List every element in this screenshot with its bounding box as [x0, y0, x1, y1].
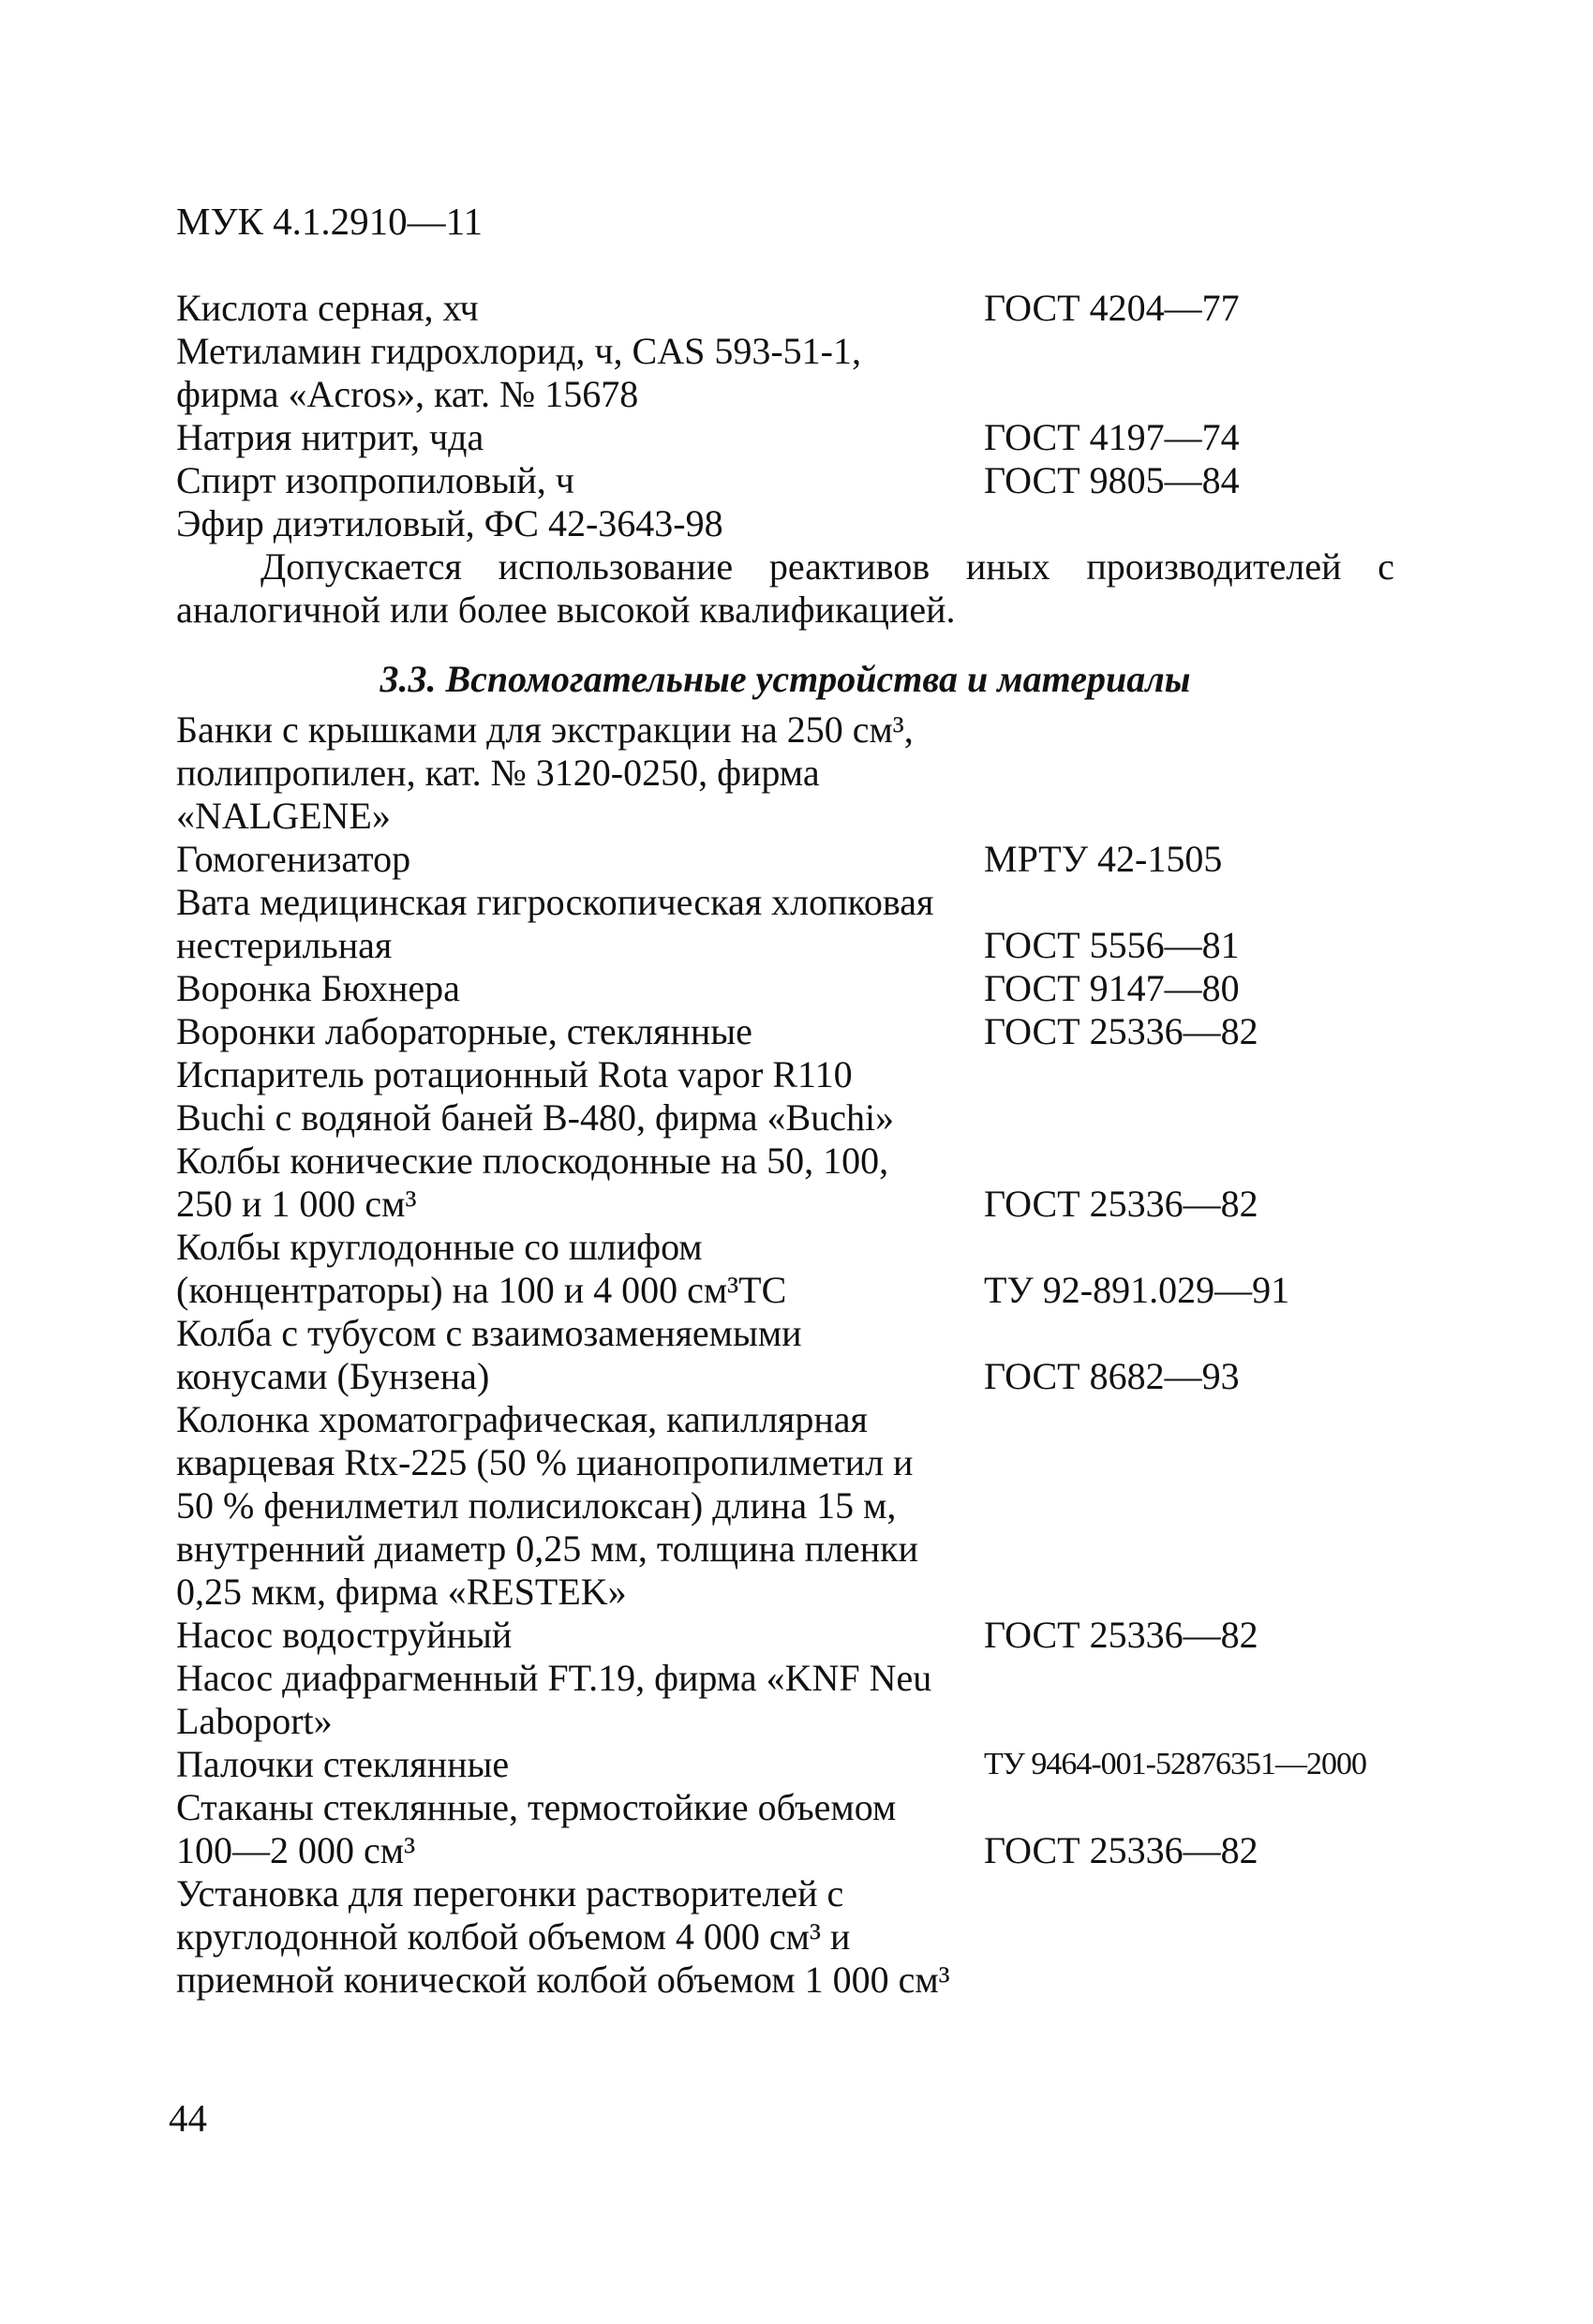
material-row — [176, 1743, 1451, 1786]
material-row — [176, 1614, 1451, 1657]
material-row — [176, 1010, 1451, 1053]
material-name: Банки с крышками для экстракции на 250 см³, полипропилен, кат. № 3120-0250, фирма «NALGENE» — [176, 708, 914, 837]
material-standard: ГОСТ 25336—82 — [984, 1010, 1258, 1052]
reagent-name: Метиламин гидрохлорид, ч, CAS 593-51-1, фирма «Acros», кат. № 15678 — [176, 330, 861, 415]
material-name: Колбы конические плоскодонные на 50, 100, 250 и 1 000 см³ — [176, 1140, 889, 1225]
material-name: Воронки лабораторные, стеклянные — [176, 1010, 752, 1052]
reagent-standard: ГОСТ 4197—74 — [984, 416, 1240, 458]
material-standard: ГОСТ 9147—80 — [984, 967, 1240, 1009]
material-name: Насос водоструйный — [176, 1614, 513, 1656]
material-standard: ГОСТ 25336—82 — [984, 1183, 1258, 1225]
material-name: Палочки стеклянные — [176, 1743, 510, 1785]
material-row — [176, 838, 1451, 881]
reagent-name: Эфир диэтиловый, ФС 42-3643-98 — [176, 502, 723, 544]
reagent-name: Кислота серная, хч — [176, 287, 479, 329]
material-standard: ТУ 92-891.029—91 — [984, 1269, 1290, 1311]
material-standard: ГОСТ 25336—82 — [984, 1614, 1258, 1656]
reagent-name: Натрия нитрит, чда — [176, 416, 484, 458]
material-standard: ГОСТ 25336—82 — [984, 1829, 1258, 1871]
material-name: Вата медицинская гигроскопическая хлопковая нестерильная — [176, 881, 934, 966]
section-heading: 3.3. Вспомогательные устройства и материалы — [380, 658, 1191, 700]
material-name: Испаритель ротационный Rota vapor R110 Buchi с водяной баней В-480, фирма «Buchi» — [176, 1053, 895, 1139]
material-row — [176, 1786, 1451, 1872]
reagent-standard: ГОСТ 9805—84 — [984, 459, 1240, 501]
material-row — [176, 1140, 1451, 1226]
material-row — [176, 1226, 1451, 1312]
material-standard: ГОСТ 5556—81 — [984, 924, 1240, 966]
material-row — [176, 1398, 1451, 1614]
materials-list — [176, 708, 1451, 2002]
material-standard: ГОСТ 8682—93 — [984, 1355, 1240, 1397]
material-name: Установка для перегонки растворителей с круглодонной колбой объемом 4 000 см³ и приемной конической колбой объемом 1 000 см³ — [176, 1872, 950, 2001]
reagent-row — [176, 287, 1451, 330]
material-row — [176, 1312, 1451, 1398]
material-row — [176, 1872, 1451, 2002]
material-standard: ТУ 9464-001-52876351—2000 — [984, 1747, 1366, 1781]
material-name: Колбы круглодонные со шлифом (концентраторы) на 100 и 4 000 см³ТС — [176, 1226, 787, 1311]
page-number: 44 — [169, 2096, 207, 2139]
material-name: Колба с тубусом с взаимозаменяемыми конусами (Бунзена) — [176, 1312, 802, 1397]
material-name: Гомогенизатор — [176, 838, 411, 880]
material-row — [176, 881, 1451, 967]
material-name: Воронка Бюхнера — [176, 967, 460, 1009]
material-row — [176, 967, 1451, 1010]
reagent-row — [176, 502, 1451, 545]
reagent-standard: ГОСТ 4204—77 — [984, 287, 1240, 329]
reagent-row — [176, 330, 1451, 416]
material-name: Колонка хроматографическая, капиллярная кварцевая Rtx-225 (50 % цианопропилметил и 50 % фенилметил полисилоксан) длина 15 м, внутренний диаметр 0,25 мм, толщина пленки 0,25 мкм, фирма «RESTEK» — [176, 1398, 918, 1613]
reagent-row — [176, 416, 1451, 459]
note-paragraph — [176, 545, 1394, 632]
material-row — [176, 1053, 1451, 1140]
reagent-row — [176, 459, 1451, 502]
reagents-list — [176, 287, 1451, 2002]
reagent-name: Спирт изопропиловый, ч — [176, 459, 574, 501]
material-name: Насос диафрагменный FT.19, фирма «KNF Neu Laboport» — [176, 1657, 932, 1742]
material-standard: МРТУ 42-1505 — [984, 838, 1223, 880]
material-row — [176, 1657, 1451, 1743]
material-name: Стаканы стеклянные, термостойкие объемом 100—2 000 см³ — [176, 1786, 897, 1871]
note-text: Допускается использование реактивов иных производителей с аналогичной или более высокой квалификацией. — [176, 545, 1394, 631]
material-row — [176, 708, 1451, 838]
doc-code: МУК 4.1.2910—11 — [176, 200, 484, 243]
